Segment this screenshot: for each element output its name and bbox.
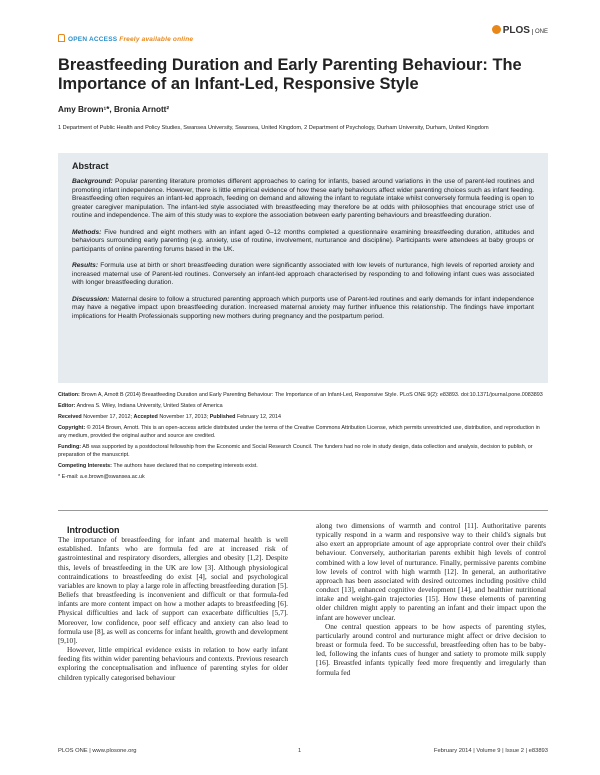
introduction-heading: Introduction xyxy=(67,525,120,535)
affiliations: 1 Department of Public Health and Policy Studies, Swansea University, Swansea, United Kingdom, 2 Department of Psychology, Durham University, Durham, United Kingdom xyxy=(58,125,489,131)
page-number: 1 xyxy=(298,748,302,754)
methods-text: Five hundred and eight mothers with an infant aged 0–12 months completed a questionnaire examining breastfeeding duration, attitudes and behaviours surrounding early parenting (e.g. anxiety, use of routine, involvement, nurturance and discipline). Participants were attendees at baby groups or participants of online parenting forums based in the UK. xyxy=(72,228,534,253)
article-title: Breastfeeding Duration and Early Parenting Behaviour: The Importance of an Infant-Led, Responsive Style xyxy=(58,56,522,93)
received-label: Received xyxy=(58,414,82,421)
body-paragraph: The importance of breastfeeding for infant and maternal health is well established. Infants who are formula fed are at increased risk of gastrointestinal and respiratory disorders, allergies and obesity [1,2]. Despite this, levels of breastfeeding in the UK are low [3]. Although physiological contraindications to breastfeeding do exist [4], social and psychological variables are known to play a large role in affecting breastfeeding duration [5]. Beliefs that breastfeeding is inconvenient and difficult or that formula-fed infants are more content impact on how a mother adapts to breastfeeding [6]. Physical difficulties and lack of support can exacerbate difficulties [5,7]. Moreover, low confidence, poor self efficacy and anxiety can also lead to formula use [8], as well as concerns for infant health, growth and development [9,10]. xyxy=(58,535,288,645)
body-paragraph: along two dimensions of warmth and control [11]. Authoritative parents typically respond in a warm and responsive way to their child's signals but also exert an appropriate amount of age appropriate control over their child's behaviour. Conversely, authoritarian parents exhibit high levels of control combined with a low level of nurturance. Finally, permissive parents combine low levels of control with high warmth [12]. In general, an authoritative approach has been associated with desired outcomes including positive child conduct [13], enhanced cognitive development [14], and healthier nutritional intake and weight-gain trajectories [15]. How these elements of parenting older children might apply to parenting an infant and their impact upon the infant are however unclear. xyxy=(316,521,546,622)
article-metadata xyxy=(58,392,548,485)
body-paragraph: However, little empirical evidence exists in relation to how early infant feeding fits within wider parenting behaviours and contexts. Previous research exploring the conceptualisation and influence of parenting styles for older children typically categorised behaviour xyxy=(58,645,288,682)
abstract-results xyxy=(72,262,534,288)
editor xyxy=(58,403,548,411)
body-column-left xyxy=(58,526,288,682)
results-text: Formula use at birth or short breastfeeding duration were significantly associated with low levels of nurturance, high levels of reported anxiety and increased maternal use of Parent-led routines. Conversely an infant-led approach characterised by responding to and following infant cues was associated with longer breastfeeding duration. xyxy=(72,262,534,286)
abstract-box xyxy=(58,153,548,383)
body-paragraph: One central question appears to be how aspects of parenting styles, particularly around control and nurturance might affect or drive decision to breast or formula feed. To be successful, breastfeeding often has to be baby-led, following the infants cues of hunger and satiety to promote milk supply [16]. Breastfed infants typically feed more frequently and irregularly than formula fed xyxy=(316,621,546,677)
body-column-right xyxy=(316,521,546,677)
open-lock-icon xyxy=(58,34,65,42)
author-list: Amy Brown¹*, Bronia Arnott² xyxy=(58,105,170,114)
open-access-badge xyxy=(58,36,193,43)
background-label: Background: xyxy=(72,178,113,185)
discussion-label: Discussion: xyxy=(72,295,110,303)
competing-interests xyxy=(58,463,548,471)
footer-issue: February 2014 | Volume 9 | Issue 2 | e83893 xyxy=(433,748,548,754)
citation xyxy=(58,392,548,400)
editor-text: Andrea S. Wiley, Indiana University, United States of America xyxy=(76,403,223,410)
abstract-heading: Abstract xyxy=(72,161,109,171)
copyright-label: Copyright: xyxy=(58,425,86,432)
plos-logo-sub: ONE xyxy=(532,29,548,35)
abstract-discussion xyxy=(72,296,534,322)
journal-header xyxy=(58,25,548,43)
open-access-label: OPEN ACCESS xyxy=(68,36,118,43)
plos-logo xyxy=(492,25,548,36)
published-label: Published xyxy=(209,414,236,421)
copyright-text: © 2014 Brown, Arnott. This is an open-access article distributed under the terms of the Creative Commons Attribution License, which permits unrestricted use, distribution, and reproduction in any medium, provided the original author and source are credited. xyxy=(58,425,540,439)
copyright xyxy=(58,425,548,440)
abstract-methods xyxy=(72,229,534,255)
citation-label: Citation: xyxy=(58,392,80,398)
funding xyxy=(58,444,548,459)
competing-label: Competing Interests: xyxy=(58,462,112,469)
funding-text: AB was supported by a postdoctoral fellowship from the Economic and Social Research Council. The funders had no role in study design, data collection and analysis, decision to publish, or preparation of the manuscript. xyxy=(58,443,533,458)
accepted-label: Accepted xyxy=(133,414,158,421)
footer-journal-url[interactable]: PLOS ONE | www.plosone.org xyxy=(58,748,137,754)
editor-label: Editor: xyxy=(58,403,76,410)
page-footer xyxy=(58,748,548,754)
abstract-background xyxy=(72,178,534,221)
competing-text: The authors have declared that no competing interests exist. xyxy=(113,462,258,469)
accepted-date: November 17, 2013; xyxy=(159,414,209,421)
plos-logo-icon xyxy=(492,25,501,34)
methods-label: Methods: xyxy=(72,228,102,236)
published-date: February 12, 2014 xyxy=(236,414,282,421)
discussion-text: Maternal desire to follow a structured parenting approach which purports use of Parent-led routines and early demands for infant independence may have a negative impact upon breastfeeding duration. Increased maternal anxiety may further influence this relationship. The findings have important implications for Health Professionals supporting new mothers during pregnancy and the postpartum period. xyxy=(72,295,534,320)
corresponding-email[interactable]: * E-mail: a.e.brown@swansea.ac.uk xyxy=(58,473,145,480)
plos-logo-text: PLOS xyxy=(502,25,530,36)
funding-label: Funding: xyxy=(58,443,82,450)
freely-available-label: Freely available online xyxy=(119,36,194,43)
background-text: Popular parenting literature promotes different approaches to caring for infants, based around variations in the use of parent-led routines and promoting infant independence. However, there is little empirical evidence of how these early behaviours affect wider parenting choices such as infant feeding. Breastfeeding often requires an infant-led approach, feeding on demand and allowing the infant to regulate intake whilst conversely formula feeding is open to greater caregiver manipulation. The infant-led style associated with breastfeeding may therefore be at odds with philosophies that encourage strict use of routine and independence. The aim of this study was to explore the association between early parenting behaviours and breastfeeding duration. xyxy=(72,178,534,219)
received-date: November 17, 2012; xyxy=(83,414,133,421)
results-label: Results: xyxy=(72,262,99,269)
section-divider xyxy=(58,510,548,511)
dates xyxy=(58,414,548,422)
citation-text: Brown A, Arnott B (2014) Breastfeeding Duration and Early Parenting Behaviour: The Importance of an Infant-Led, Responsive Style. PLoS ONE 9(2): e83893. doi:10.1371/journal.pone.0083893 xyxy=(81,392,543,398)
